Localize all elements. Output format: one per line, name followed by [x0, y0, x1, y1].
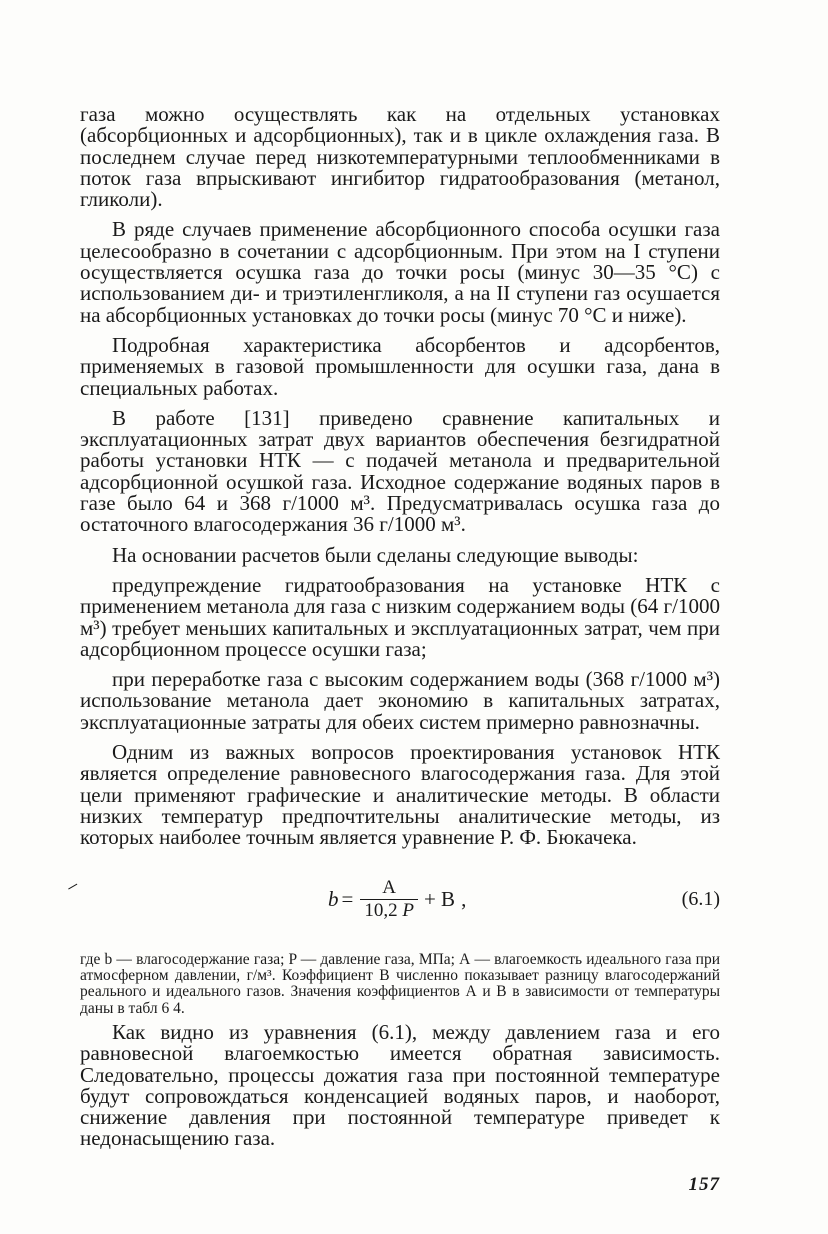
main-text: [80, 104, 720, 858]
conclusion-item-high-water: при переработке газа с высоким содержанием воды (368 г/1000 м³) использование метанола дает экономию в капитальных затратах, эксплуатационные затраты для обеих систем примерно равнозначны.: [80, 667, 720, 734]
formula-fraction: [360, 877, 418, 922]
denominator-variable: P: [402, 899, 414, 921]
formula-numerator: А: [382, 876, 397, 898]
paragraph-cost-comparison: В работе [131] приведено сравнение капитальных и эксплуатационных затрат двух вариантов обеспечения безгидратной работы установки НТК — с подачей метанола и предварительной адсорбционной осушкой газа. Исходное содержание водяных паров в газе было 64 и 368 г/1000 м³. Предусматривалась осушка газа до остаточного влагосодержания 36 г/1000 м³.: [80, 405, 720, 537]
equation-6-1: [80, 868, 720, 930]
margin-mark: [68, 884, 78, 891]
paragraph-continuation: газа можно осуществлять как на отдельных установках (абсорбционных и адсорбционных), так и в цикле охлаждения газа. В последнем случае перед низкотемпературными теплообменниками в поток газа впрыскивают ингибитор гидратообразования (метанол, гликоли).: [80, 102, 720, 212]
paragraph-equation-intro: Одним из важных вопросов проектирования установок НТК является определение равновесного влагосодержания газа. Для этой цели применяют графические и аналитические методы. В области низких температур предпочтительны аналитические методы, из которых наиболее точным является уравнение Р. Ф. Бюкачека.: [80, 740, 720, 850]
denominator-coefficient: 10,2: [364, 899, 398, 921]
formula-trailing-comma: ,: [461, 886, 467, 911]
page-number: 157: [688, 1174, 720, 1195]
formula-plus-term: + В: [423, 886, 456, 911]
bottom-text: [80, 1022, 720, 1159]
formula-legend: где b — влагосодержание газа; P — давление газа, МПа; А — влагоемкость идеального газа при атмосферном давлении, г/м³. Коэффициент В численно показывает разницу влагосодержаний реального и идеального газов. Значения коэффициентов А и В в зависимости от температуры даны в табл 6 4.: [80, 950, 720, 1017]
formula-expression: [328, 868, 466, 930]
paragraph-pressure-relation: Как видно из уравнения (6.1), между давлением газа и его равновесной влагоемкостью имеется обратная зависимость. Следовательно, процессы дожатия газа при постоянной температуре будут сопровождаться конденсацией водяных паров, и наоборот, снижение давления при постоянной температуре приведет к недонасыщению газа.: [80, 1020, 720, 1151]
paragraph-absorption-combination: В ряде случаев применение абсорбционного способа осушки газа целесообразно в сочетании с адсорбционным. При этом на I ступени осуществляется осушка газа до точки росы (минус 30—35 °С) с использованием ди- и триэтиленгликоля, а на II ступени газ осушается на абсорбционных установках до точки росы (минус 70 °С и ниже).: [80, 217, 720, 327]
conclusions-list: [80, 572, 720, 734]
equation-number: (6.1): [681, 888, 720, 910]
formula-equals: =: [341, 886, 354, 911]
paragraph-sorbent-characteristics: Подробная характеристика абсорбентов и адсорбентов, применяемых в газовой промышленности для осушки газа, дана в специальных работах.: [80, 332, 720, 400]
paragraph-conclusions-intro: На основании расчетов были сделаны следующие выводы:: [112, 542, 639, 567]
formula-lhs: b: [328, 886, 339, 911]
formula-denominator: [360, 900, 418, 922]
conclusion-item-low-water: предупреждение гидратообразования на установке НТК с применением метанола для газа с низким содержанием воды (64 г/1000 м³) требует меньших капитальных и эксплуатационных затрат, чем при адсорбционном процессе осушки газа;: [80, 572, 720, 661]
